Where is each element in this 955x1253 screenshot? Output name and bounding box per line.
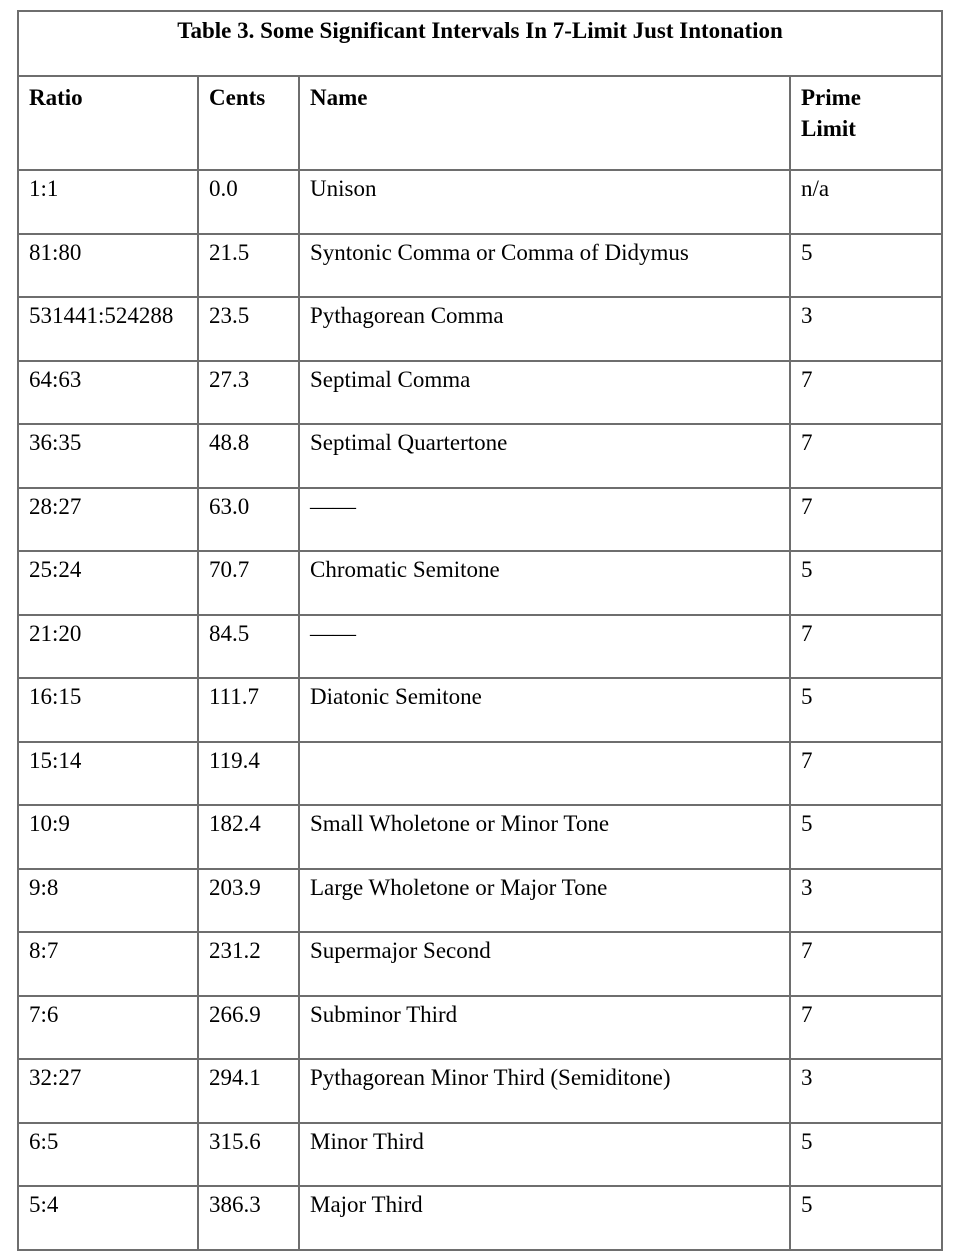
title-row [18, 11, 942, 76]
document-page [17, 10, 941, 1251]
cell-prime-limit: 5 [790, 551, 942, 615]
table-body [18, 170, 942, 1250]
table-title-cell [18, 11, 942, 76]
cell-cents: 0.0 [198, 170, 299, 234]
cell-ratio: 5:4 [18, 1186, 198, 1250]
table-row [18, 805, 942, 869]
cell-ratio: 16:15 [18, 678, 198, 742]
cell-cents: 119.4 [198, 742, 299, 806]
cell-ratio: 81:80 [18, 234, 198, 298]
header-name: Name [299, 76, 790, 170]
cell-name: —— [299, 488, 790, 552]
cell-prime-limit: 7 [790, 742, 942, 806]
header-prime-line1: Prime [801, 85, 862, 110]
cell-cents: 48.8 [198, 424, 299, 488]
cell-prime-limit: 5 [790, 1123, 942, 1187]
cell-cents: 182.4 [198, 805, 299, 869]
cell-cents: 231.2 [198, 932, 299, 996]
table-row [18, 742, 942, 806]
cell-ratio: 64:63 [18, 361, 198, 425]
cell-name [299, 742, 790, 806]
cell-ratio: 7:6 [18, 996, 198, 1060]
cell-cents: 27.3 [198, 361, 299, 425]
table-row [18, 869, 942, 933]
header-ratio: Ratio [18, 76, 198, 170]
cell-name: Small Wholetone or Minor Tone [299, 805, 790, 869]
cell-name: Septimal Quartertone [299, 424, 790, 488]
cell-prime-limit: 7 [790, 615, 942, 679]
cell-name: Large Wholetone or Major Tone [299, 869, 790, 933]
cell-ratio: 32:27 [18, 1059, 198, 1123]
cell-name: —— [299, 615, 790, 679]
table-row [18, 1123, 942, 1187]
table-row [18, 932, 942, 996]
cell-cents: 266.9 [198, 996, 299, 1060]
table-row [18, 1186, 942, 1250]
cell-prime-limit: 5 [790, 805, 942, 869]
cell-prime-limit: 5 [790, 1186, 942, 1250]
header-prime-limit [790, 76, 942, 170]
table-row [18, 615, 942, 679]
cell-name: Syntonic Comma or Comma of Didymus [299, 234, 790, 298]
cell-ratio: 531441:524288 [18, 297, 198, 361]
cell-cents: 111.7 [198, 678, 299, 742]
cell-name: Subminor Third [299, 996, 790, 1060]
cell-ratio: 15:14 [18, 742, 198, 806]
cell-prime-limit: n/a [790, 170, 942, 234]
cell-cents: 315.6 [198, 1123, 299, 1187]
cell-ratio: 6:5 [18, 1123, 198, 1187]
table-row [18, 551, 942, 615]
header-cents: Cents [198, 76, 299, 170]
cell-ratio: 21:20 [18, 615, 198, 679]
cell-ratio: 9:8 [18, 869, 198, 933]
cell-name: Unison [299, 170, 790, 234]
cell-ratio: 10:9 [18, 805, 198, 869]
cell-ratio: 28:27 [18, 488, 198, 552]
cell-name: Pythagorean Minor Third (Semiditone) [299, 1059, 790, 1123]
table-row [18, 678, 942, 742]
table-row [18, 234, 942, 298]
cell-cents: 21.5 [198, 234, 299, 298]
header-row [18, 76, 942, 170]
cell-prime-limit: 5 [790, 234, 942, 298]
table-row [18, 488, 942, 552]
cell-cents: 386.3 [198, 1186, 299, 1250]
cell-ratio: 1:1 [18, 170, 198, 234]
table-row [18, 361, 942, 425]
cell-prime-limit: 3 [790, 1059, 942, 1123]
header-prime-line2: Limit [801, 116, 856, 141]
cell-prime-limit: 3 [790, 869, 942, 933]
cell-name: Chromatic Semitone [299, 551, 790, 615]
cell-prime-limit: 7 [790, 488, 942, 552]
table-row [18, 424, 942, 488]
table-row [18, 170, 942, 234]
cell-prime-limit: 7 [790, 996, 942, 1060]
cell-prime-limit: 3 [790, 297, 942, 361]
cell-ratio: 36:35 [18, 424, 198, 488]
cell-cents: 63.0 [198, 488, 299, 552]
cell-name: Minor Third [299, 1123, 790, 1187]
cell-name: Diatonic Semitone [299, 678, 790, 742]
cell-name: Major Third [299, 1186, 790, 1250]
cell-ratio: 25:24 [18, 551, 198, 615]
cell-cents: 84.5 [198, 615, 299, 679]
cell-prime-limit: 7 [790, 424, 942, 488]
cell-name: Supermajor Second [299, 932, 790, 996]
intervals-table [17, 10, 943, 1251]
cell-name: Septimal Comma [299, 361, 790, 425]
cell-name: Pythagorean Comma [299, 297, 790, 361]
table-row [18, 297, 942, 361]
table-row [18, 1059, 942, 1123]
cell-prime-limit: 5 [790, 678, 942, 742]
cell-cents: 294.1 [198, 1059, 299, 1123]
cell-prime-limit: 7 [790, 932, 942, 996]
cell-cents: 203.9 [198, 869, 299, 933]
table-row [18, 996, 942, 1060]
cell-cents: 70.7 [198, 551, 299, 615]
cell-prime-limit: 7 [790, 361, 942, 425]
table-title: Table 3. Some Significant Intervals In 7-Limit Just Intonation [177, 18, 783, 43]
cell-ratio: 8:7 [18, 932, 198, 996]
cell-cents: 23.5 [198, 297, 299, 361]
